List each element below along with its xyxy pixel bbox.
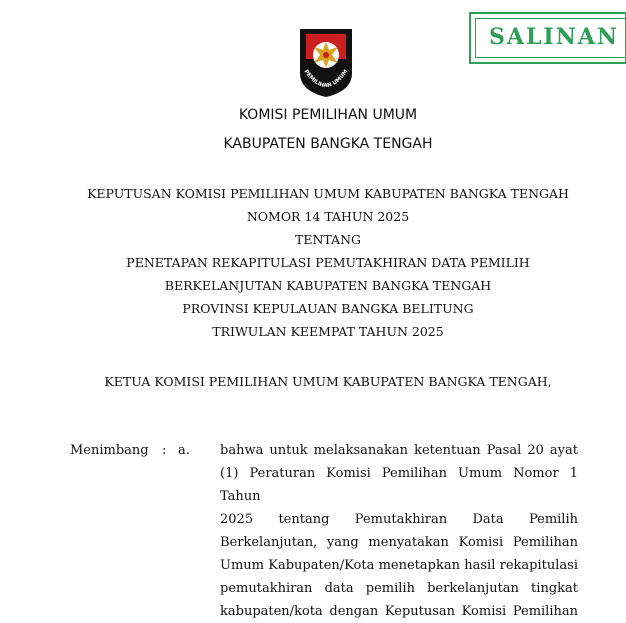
considering-label: Menimbang xyxy=(70,443,149,458)
kpu-logo xyxy=(294,25,358,99)
decision-number: NOMOR 14 TAHUN 2025 xyxy=(246,209,410,224)
decision-heading: KEPUTUSAN KOMISI PEMILIHAN UMUM KABUPATEN BANGKA TENGAH xyxy=(87,186,569,201)
institution-name: KOMISI PEMILIHAN UMUM xyxy=(238,107,418,123)
decision-subject-line1: PENETAPAN REKAPITULASI PEMUTAKHIRAN DATA PEMILIH xyxy=(126,255,530,270)
paragraph-line: 2025 tentang Pemutakhiran Data Pemilih xyxy=(220,512,578,527)
paragraph-line: Berkelanjutan, yang menyatakan Komisi Pemilihan xyxy=(220,535,578,550)
paragraph-line: Umum Kabupaten/Kota menetapkan hasil rekapitulasi xyxy=(220,558,578,573)
considering-colon: : xyxy=(162,443,167,458)
institution-region: KABUPATEN BANGKA TENGAH xyxy=(223,136,433,152)
paragraph-line: pemutakhiran data pemilih berkelanjutan tingkat xyxy=(220,581,578,596)
decision-subject-line2: BERKELANJUTAN KABUPATEN BANGKA TENGAH xyxy=(164,278,492,293)
chairman-heading: KETUA KOMISI PEMILIHAN UMUM KABUPATEN BANGKA TENGAH, xyxy=(104,374,552,389)
decision-subject-line3: PROVINSI KEPULAUAN BANGKA BELITUNG xyxy=(182,301,474,316)
paragraph-line: (1) Peraturan Komisi Pemilihan Umum Nomor 1 Tahun xyxy=(220,466,578,504)
paragraph-line: bahwa untuk melaksanakan ketentuan Pasal 20 ayat xyxy=(220,443,578,458)
decision-subject-line4: TRIWULAN KEEMPAT TAHUN 2025 xyxy=(212,324,444,339)
garuda-center xyxy=(323,52,329,58)
logo-text: PEMILIHAN UMUM xyxy=(302,68,350,90)
salinan-stamp xyxy=(469,12,626,64)
considering-paragraph xyxy=(220,439,578,623)
stamp-text: SALINAN xyxy=(489,24,620,50)
paragraph-line: kabupaten/kota dengan Keputusan Komisi Pemilihan xyxy=(220,604,578,619)
considering-item-letter: a. xyxy=(178,443,190,458)
decision-about: TENTANG xyxy=(294,232,361,247)
